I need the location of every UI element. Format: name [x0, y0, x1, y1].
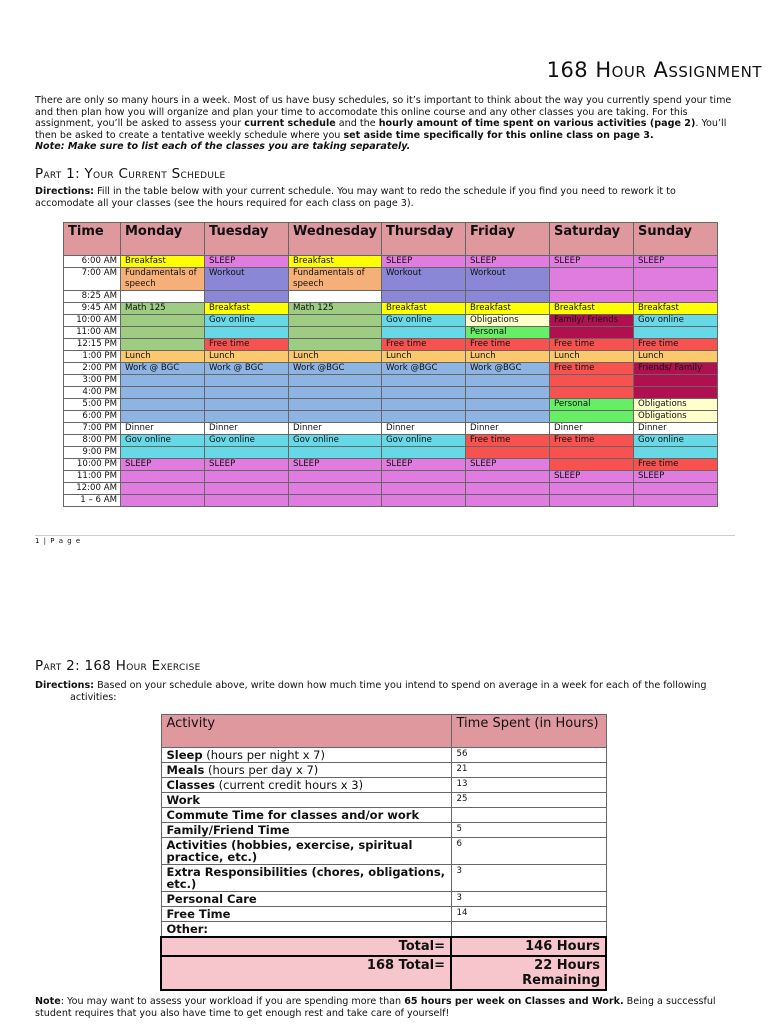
schedule-cell: SLEEP	[289, 459, 382, 471]
activity-note: (hours per day x 7)	[204, 763, 319, 777]
part2-title: Part 2: 168 Hour Exercise	[35, 658, 201, 674]
schedule-cell: Work @BGC	[465, 363, 549, 375]
intro-bold: current schedule	[244, 118, 336, 129]
schedule-cell	[205, 483, 289, 495]
activity-hours[interactable]: 14	[451, 907, 606, 922]
schedule-cell: Gov online	[633, 315, 717, 327]
schedule-cell: Obligations	[633, 411, 717, 423]
schedule-cell	[549, 375, 633, 387]
schedule-cell: Breakfast	[465, 303, 549, 315]
note-bold: 65 hours per week on Classes and Work.	[404, 996, 624, 1007]
bottom-note	[35, 996, 755, 1019]
activity-row	[161, 922, 606, 938]
schedule-cell	[205, 375, 289, 387]
schedule-cell	[205, 291, 289, 303]
schedule-header-0: Time	[64, 223, 121, 256]
schedule-cell: SLEEP	[465, 459, 549, 471]
schedule-row	[64, 447, 718, 459]
schedule-header-row	[64, 223, 718, 256]
schedule-cell: Free time	[633, 459, 717, 471]
schedule-time: 4:00 PM	[64, 387, 121, 399]
schedule-cell: Free time	[205, 339, 289, 351]
schedule-row	[64, 495, 718, 507]
activity-name	[161, 823, 451, 838]
schedule-cell: SLEEP	[381, 459, 465, 471]
schedule-cell	[549, 483, 633, 495]
activity-label: Free Time	[166, 907, 231, 921]
schedule-time: 5:00 PM	[64, 399, 121, 411]
activity-row	[161, 838, 606, 865]
schedule-cell	[381, 327, 465, 339]
schedule-cell	[121, 411, 205, 423]
schedule-cell: SLEEP	[381, 256, 465, 268]
schedule-cell: Free time	[381, 339, 465, 351]
schedule-time: 9:45 AM	[64, 303, 121, 315]
schedule-cell: Lunch	[289, 351, 382, 363]
directions-label: Directions:	[35, 680, 95, 691]
activity-hours[interactable]: 56	[451, 748, 606, 763]
schedule-cell	[633, 375, 717, 387]
activity-header: Activity	[161, 715, 451, 748]
schedule-time: 3:00 PM	[64, 375, 121, 387]
schedule-cell	[633, 327, 717, 339]
schedule-cell: Obligations	[633, 399, 717, 411]
schedule-time: 7:00 PM	[64, 423, 121, 435]
schedule-cell	[205, 447, 289, 459]
schedule-cell	[381, 471, 465, 483]
schedule-row	[64, 411, 718, 423]
schedule-cell	[121, 447, 205, 459]
activity-name	[161, 763, 451, 778]
schedule-cell: Free time	[465, 339, 549, 351]
total-168-row	[161, 956, 606, 990]
schedule-time: 1 – 6 AM	[64, 495, 121, 507]
schedule-cell	[289, 291, 382, 303]
schedule-cell	[465, 411, 549, 423]
schedule-cell	[121, 315, 205, 327]
schedule-cell	[205, 471, 289, 483]
activity-hours[interactable]: 3	[451, 892, 606, 907]
activity-label: Work	[166, 793, 200, 807]
page-title: 168 Hour Assignment	[546, 58, 762, 82]
schedule-cell	[121, 483, 205, 495]
schedule-table	[63, 222, 718, 507]
schedule-cell	[549, 495, 633, 507]
schedule-cell	[549, 411, 633, 423]
schedule-row	[64, 327, 718, 339]
activity-name	[161, 922, 451, 938]
schedule-cell	[381, 495, 465, 507]
intro-note: Note: Make sure to list each of the classes you are taking separately.	[35, 141, 411, 152]
activity-hours[interactable]	[451, 922, 606, 938]
schedule-time: 10:00 PM	[64, 459, 121, 471]
schedule-cell	[549, 327, 633, 339]
schedule-cell	[465, 399, 549, 411]
schedule-row	[64, 399, 718, 411]
schedule-cell	[633, 495, 717, 507]
schedule-cell: Workout	[465, 268, 549, 291]
schedule-cell	[205, 399, 289, 411]
schedule-row	[64, 363, 718, 375]
schedule-row	[64, 351, 718, 363]
activity-label: Meals	[166, 763, 205, 777]
schedule-header-6: Saturday	[549, 223, 633, 256]
schedule-cell	[381, 447, 465, 459]
total-row	[161, 937, 606, 956]
schedule-cell: SLEEP	[549, 256, 633, 268]
total-value: 146 Hours	[451, 937, 606, 956]
activity-row	[161, 907, 606, 922]
schedule-cell: Gov online	[381, 435, 465, 447]
schedule-row	[64, 375, 718, 387]
schedule-cell	[121, 339, 205, 351]
schedule-cell: Dinner	[549, 423, 633, 435]
part1-title: Part 1: Your Current Schedule	[35, 166, 226, 182]
footer-divider	[35, 535, 735, 536]
schedule-cell	[289, 483, 382, 495]
schedule-cell	[465, 447, 549, 459]
schedule-time: 6:00 AM	[64, 256, 121, 268]
schedule-cell: Lunch	[205, 351, 289, 363]
schedule-header-4: Thursday	[381, 223, 465, 256]
activity-row	[161, 865, 606, 892]
activity-label: Other:	[166, 922, 209, 936]
schedule-cell: Breakfast	[549, 303, 633, 315]
schedule-time: 12:00 AM	[64, 483, 121, 495]
activity-note: (hours per night x 7)	[202, 748, 325, 762]
schedule-time: 11:00 PM	[64, 471, 121, 483]
schedule-cell: Lunch	[633, 351, 717, 363]
note-label: Note	[35, 996, 61, 1007]
schedule-time: 1:00 PM	[64, 351, 121, 363]
total-168-value: 22 Hours Remaining	[451, 956, 606, 990]
activity-hours[interactable]: 3	[451, 865, 606, 892]
schedule-cell: Fundamentals of speech	[289, 268, 382, 291]
schedule-time: 12:15 PM	[64, 339, 121, 351]
schedule-cell: Gov online	[205, 435, 289, 447]
schedule-cell: Personal	[549, 399, 633, 411]
schedule-cell	[121, 399, 205, 411]
schedule-cell	[465, 291, 549, 303]
schedule-row	[64, 423, 718, 435]
schedule-cell	[289, 399, 382, 411]
schedule-row	[64, 339, 718, 351]
schedule-cell: SLEEP	[633, 256, 717, 268]
activity-row	[161, 823, 606, 838]
part1-directions	[35, 186, 735, 209]
schedule-cell: Dinner	[121, 423, 205, 435]
schedule-cell: Dinner	[289, 423, 382, 435]
schedule-cell	[633, 268, 717, 291]
directions-text: Fill in the table below with your current schedule. You may want to redo the schedule if you find you need to rework it to accomodate all your classes (see the hours required for each class on page 3).	[35, 186, 676, 209]
activity-row	[161, 763, 606, 778]
activity-label: Family/Friend Time	[166, 823, 290, 837]
schedule-cell: Gov online	[121, 435, 205, 447]
schedule-cell: SLEEP	[465, 256, 549, 268]
schedule-cell	[465, 387, 549, 399]
schedule-cell: Lunch	[549, 351, 633, 363]
schedule-cell: Dinner	[205, 423, 289, 435]
schedule-cell	[121, 291, 205, 303]
activity-name	[161, 865, 451, 892]
schedule-header-3: Wednesday	[289, 223, 382, 256]
schedule-cell	[465, 471, 549, 483]
schedule-cell: Breakfast	[381, 303, 465, 315]
schedule-cell: Breakfast	[289, 256, 382, 268]
activity-label: Activities (hobbies, exercise, spiritual practice, etc.)	[166, 838, 413, 864]
schedule-cell: Gov online	[633, 435, 717, 447]
schedule-cell	[549, 447, 633, 459]
activity-name	[161, 907, 451, 922]
schedule-cell	[289, 387, 382, 399]
schedule-cell: Gov online	[205, 315, 289, 327]
activity-hours[interactable]: 6	[451, 838, 606, 865]
activity-label: Commute Time for classes and/or work	[166, 808, 420, 822]
directions-label: Directions:	[35, 186, 95, 197]
intro-bold: hourly amount of time spent on various activities (page 2)	[378, 118, 696, 129]
activity-label: Sleep	[166, 748, 203, 762]
intro-bold: set aside time specifically for this online class on page 3.	[343, 129, 654, 141]
activity-label: Personal Care	[166, 892, 257, 906]
schedule-cell: SLEEP	[205, 256, 289, 268]
schedule-row	[64, 291, 718, 303]
activity-name	[161, 892, 451, 907]
schedule-cell	[289, 447, 382, 459]
schedule-cell	[381, 291, 465, 303]
schedule-header-1: Monday	[121, 223, 205, 256]
schedule-cell: SLEEP	[633, 471, 717, 483]
schedule-cell	[121, 375, 205, 387]
activity-header-row	[161, 715, 606, 748]
activity-name	[161, 808, 451, 823]
schedule-cell	[381, 399, 465, 411]
schedule-cell: Gov online	[289, 435, 382, 447]
schedule-cell	[289, 411, 382, 423]
schedule-cell: Math 125	[289, 303, 382, 315]
activity-name	[161, 778, 451, 793]
schedule-cell: Lunch	[121, 351, 205, 363]
schedule-cell	[549, 387, 633, 399]
schedule-cell	[121, 471, 205, 483]
activity-hours[interactable]: 21	[451, 763, 606, 778]
activity-row	[161, 748, 606, 763]
schedule-cell	[549, 459, 633, 471]
part2-directions	[35, 680, 735, 703]
schedule-cell	[465, 483, 549, 495]
schedule-time: 10:00 AM	[64, 315, 121, 327]
schedule-cell	[205, 411, 289, 423]
schedule-cell	[289, 327, 382, 339]
schedule-cell	[381, 387, 465, 399]
activity-name	[161, 748, 451, 763]
schedule-cell	[289, 471, 382, 483]
directions-text: Based on your schedule above, write down how much time you intend to spend on average in a week for each of the following	[94, 680, 707, 691]
schedule-cell: Dinner	[465, 423, 549, 435]
schedule-cell: Personal	[465, 327, 549, 339]
schedule-cell	[205, 387, 289, 399]
activity-hours[interactable]: 5	[451, 823, 606, 838]
schedule-row	[64, 471, 718, 483]
activity-name	[161, 793, 451, 808]
schedule-cell: Free time	[549, 435, 633, 447]
schedule-cell	[289, 495, 382, 507]
schedule-cell	[633, 447, 717, 459]
schedule-cell: Work @BGC	[289, 363, 382, 375]
schedule-cell	[205, 495, 289, 507]
schedule-cell: Workout	[205, 268, 289, 291]
schedule-header-5: Friday	[465, 223, 549, 256]
schedule-cell	[549, 268, 633, 291]
schedule-cell: Dinner	[633, 423, 717, 435]
activity-row	[161, 778, 606, 793]
schedule-time: 7:00 AM	[64, 268, 121, 291]
schedule-cell	[289, 339, 382, 351]
schedule-time: 2:00 PM	[64, 363, 121, 375]
activity-table	[160, 714, 607, 991]
schedule-cell: Friends/ Family	[633, 363, 717, 375]
activity-note: (current credit hours x 3)	[214, 778, 364, 792]
activity-row	[161, 892, 606, 907]
note-text: : You may want to assess your workload if you are spending more than	[60, 996, 405, 1007]
schedule-row	[64, 483, 718, 495]
schedule-cell: Dinner	[381, 423, 465, 435]
schedule-cell	[381, 483, 465, 495]
activity-label: Extra Responsibilities (chores, obligations, etc.)	[166, 865, 446, 891]
schedule-time: 9:00 PM	[64, 447, 121, 459]
schedule-cell: Free time	[465, 435, 549, 447]
schedule-cell: Gov online	[381, 315, 465, 327]
directions-text: activities:	[70, 691, 117, 703]
schedule-cell: Work @ BGC	[205, 363, 289, 375]
schedule-row	[64, 268, 718, 291]
activity-name	[161, 838, 451, 865]
time-header: Time Spent (in Hours)	[451, 715, 606, 748]
schedule-header-7: Sunday	[633, 223, 717, 256]
schedule-cell	[121, 387, 205, 399]
note-text: Being a successful student requires that you also have time to get enough rest and take care of yourself!	[35, 996, 716, 1019]
page-footer: 1 | P a g e	[35, 537, 82, 545]
schedule-time: 11:00 AM	[64, 327, 121, 339]
schedule-cell: Work @BGC	[381, 363, 465, 375]
schedule-row	[64, 387, 718, 399]
schedule-cell	[549, 291, 633, 303]
activity-hours[interactable]: 25	[451, 793, 606, 808]
schedule-cell	[121, 495, 205, 507]
intro-text: and the	[335, 118, 379, 129]
activity-row	[161, 793, 606, 808]
schedule-row	[64, 315, 718, 327]
schedule-cell: SLEEP	[121, 459, 205, 471]
activity-hours[interactable]: 13	[451, 778, 606, 793]
schedule-cell	[121, 327, 205, 339]
schedule-cell	[381, 375, 465, 387]
schedule-cell	[289, 315, 382, 327]
schedule-cell: Lunch	[381, 351, 465, 363]
schedule-time: 8:25 AM	[64, 291, 121, 303]
schedule-cell	[633, 291, 717, 303]
intro-text: . You’ll then be asked to create a tentative weekly schedule where you	[35, 118, 727, 141]
intro-paragraph	[35, 95, 735, 153]
schedule-header-2: Tuesday	[205, 223, 289, 256]
schedule-cell	[289, 375, 382, 387]
schedule-cell: Family/ Friends	[549, 315, 633, 327]
schedule-row	[64, 459, 718, 471]
total-168-label: 168 Total=	[161, 956, 451, 990]
schedule-row	[64, 303, 718, 315]
activity-hours[interactable]	[451, 808, 606, 823]
intro-text: There are only so many hours in a week. Most of us have busy schedules, so it’s important to think about the way you currently spend your time and then plan how you will organize and plan your time to accomodate this online course and any other classes you are taking. For this assignment, you’ll be asked to assess your	[35, 95, 732, 129]
schedule-cell: Free time	[549, 363, 633, 375]
schedule-row	[64, 256, 718, 268]
schedule-cell	[381, 411, 465, 423]
schedule-cell: SLEEP	[205, 459, 289, 471]
schedule-cell: Work @ BGC	[121, 363, 205, 375]
schedule-cell: Obligations	[465, 315, 549, 327]
schedule-cell: Breakfast	[205, 303, 289, 315]
activity-label: Classes	[166, 778, 215, 792]
schedule-cell	[633, 387, 717, 399]
total-label: Total=	[161, 937, 451, 956]
schedule-cell	[633, 483, 717, 495]
schedule-cell: Free time	[549, 339, 633, 351]
schedule-cell: Breakfast	[121, 256, 205, 268]
schedule-row	[64, 435, 718, 447]
schedule-cell: Lunch	[465, 351, 549, 363]
schedule-cell	[465, 495, 549, 507]
schedule-cell: Workout	[381, 268, 465, 291]
activity-row	[161, 808, 606, 823]
schedule-cell: SLEEP	[549, 471, 633, 483]
schedule-cell	[465, 375, 549, 387]
schedule-time: 6:00 PM	[64, 411, 121, 423]
schedule-cell: Breakfast	[633, 303, 717, 315]
schedule-cell	[205, 327, 289, 339]
schedule-time: 8:00 PM	[64, 435, 121, 447]
schedule-cell: Free time	[633, 339, 717, 351]
schedule-cell: Fundamentals of speech	[121, 268, 205, 291]
schedule-cell: Math 125	[121, 303, 205, 315]
